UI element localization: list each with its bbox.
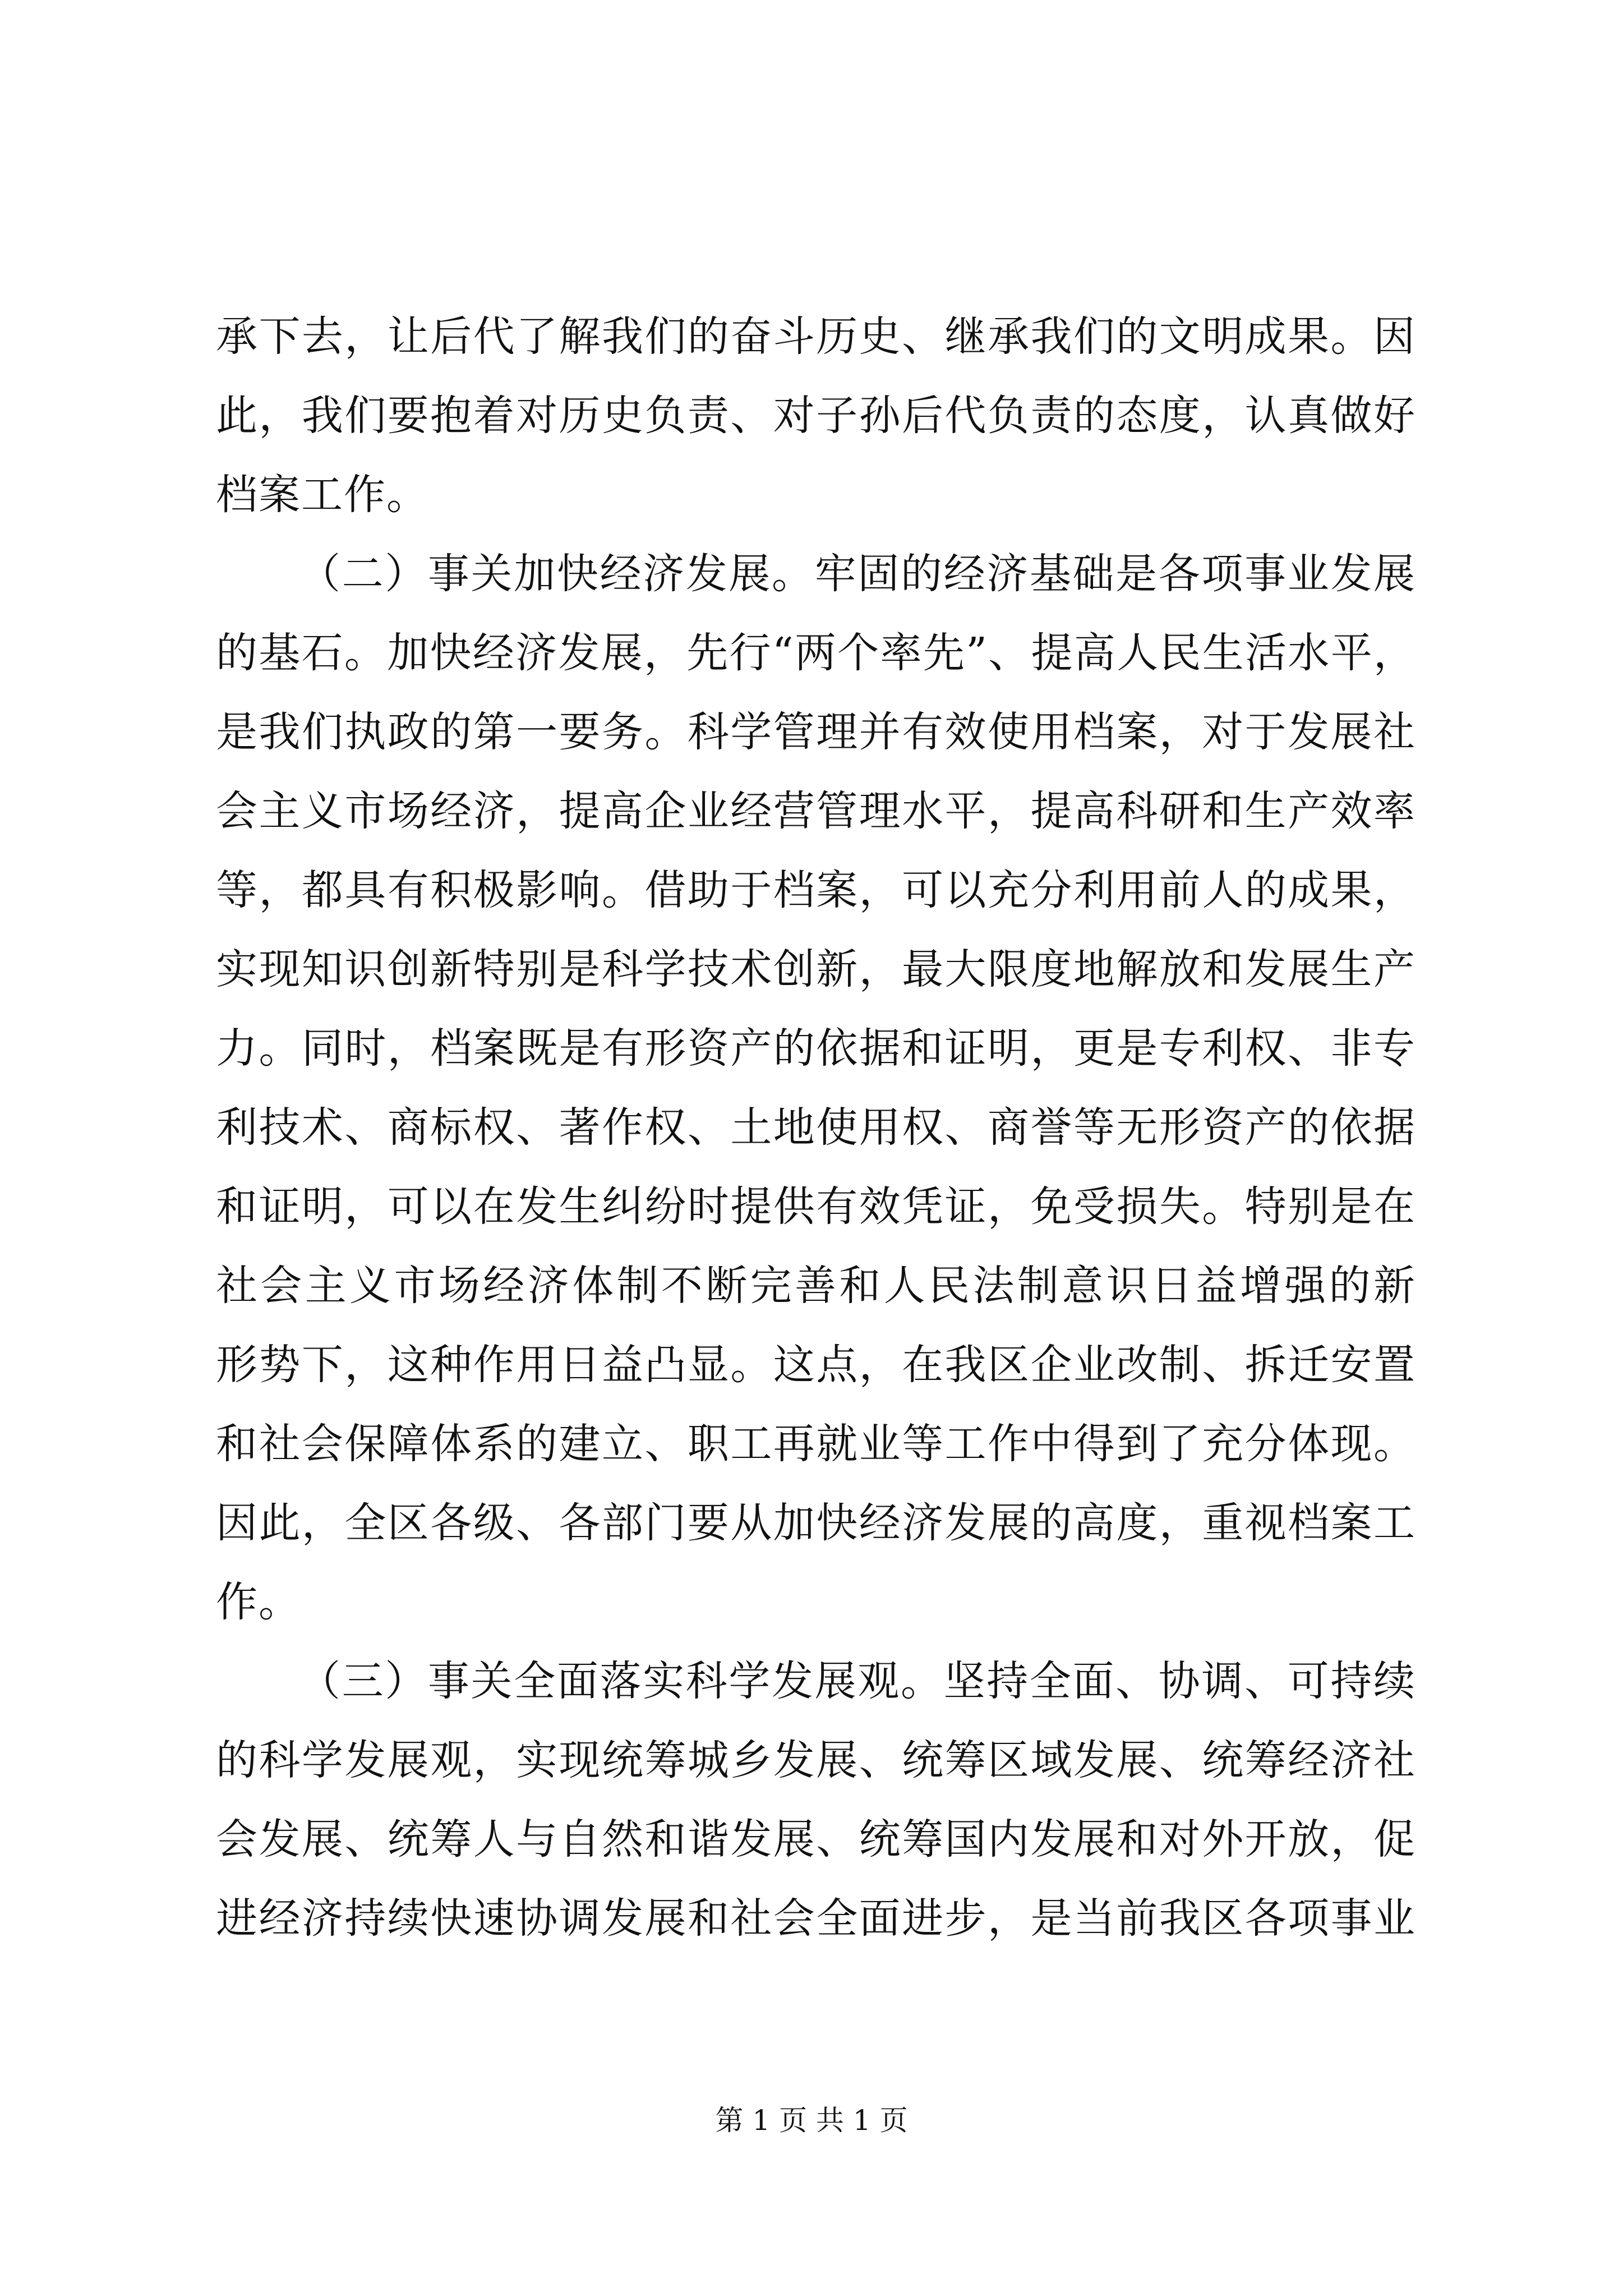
text-line: 进经济持续快速协调发展和社会全面进步，是当前我区各项事业 bbox=[216, 1894, 1416, 1943]
text-line: 力。同时，档案既是有形资产的依据和证明，更是专利权、非专 bbox=[216, 1024, 1416, 1073]
text-line: 是我们执政的第一要务。科学管理并有效使用档案，对于发展社 bbox=[216, 708, 1416, 756]
text-line: 的基石。加快经济发展，先行“两个率先”、提高人民生活水平， bbox=[216, 629, 1416, 677]
text-line: 利技术、商标权、著作权、土地使用权、商誉等无形资产的依据 bbox=[216, 1103, 1416, 1152]
text-line: （二）事关加快经济发展。牢固的经济基础是各项事业发展 bbox=[299, 550, 1416, 598]
text-line: （三）事关全面落实科学发展观。坚持全面、协调、可持续 bbox=[299, 1657, 1416, 1705]
text-line: 等，都具有积极影响。借助于档案，可以充分利用前人的成果， bbox=[216, 866, 1416, 914]
text-line: 档案工作。 bbox=[216, 471, 429, 519]
text-line: 此，我们要抱着对历史负责、对子孙后代负责的态度，认真做好 bbox=[216, 392, 1416, 440]
text-line: 因此，全区各级、各部门要从加快经济发展的高度，重视档案工 bbox=[216, 1499, 1416, 1547]
body-text bbox=[216, 297, 1416, 1958]
text-line: 的科学发展观，实现统筹城乡发展、统筹区域发展、统筹经济社 bbox=[216, 1736, 1416, 1784]
text-line: 承下去，让后代了解我们的奋斗历史、继承我们的文明成果。因 bbox=[216, 312, 1416, 361]
page-number-label: 第 1 页 共 1 页 bbox=[715, 2104, 908, 2137]
text-line: 会发展、统筹人与自然和谐发展、统筹国内发展和对外开放，促 bbox=[216, 1815, 1416, 1864]
text-line: 实现知识创新特别是科学技术创新，最大限度地解放和发展生产 bbox=[216, 945, 1416, 993]
text-line: 社会主义市场经济体制不断完善和人民法制意识日益增强的新 bbox=[216, 1262, 1416, 1310]
text-line: 和社会保障体系的建立、职工再就业等工作中得到了充分体现。 bbox=[216, 1420, 1416, 1468]
text-line: 形势下，这种作用日益凸显。这点，在我区企业改制、拆迁安置 bbox=[216, 1341, 1416, 1389]
text-line: 作。 bbox=[216, 1578, 301, 1626]
text-line: 和证明，可以在发生纠纷时提供有效凭证，免受损失。特别是在 bbox=[216, 1182, 1416, 1231]
text-line: 会主义市场经济，提高企业经营管理水平，提高科研和生产效率 bbox=[216, 787, 1416, 835]
page-footer bbox=[0, 2101, 1623, 2140]
